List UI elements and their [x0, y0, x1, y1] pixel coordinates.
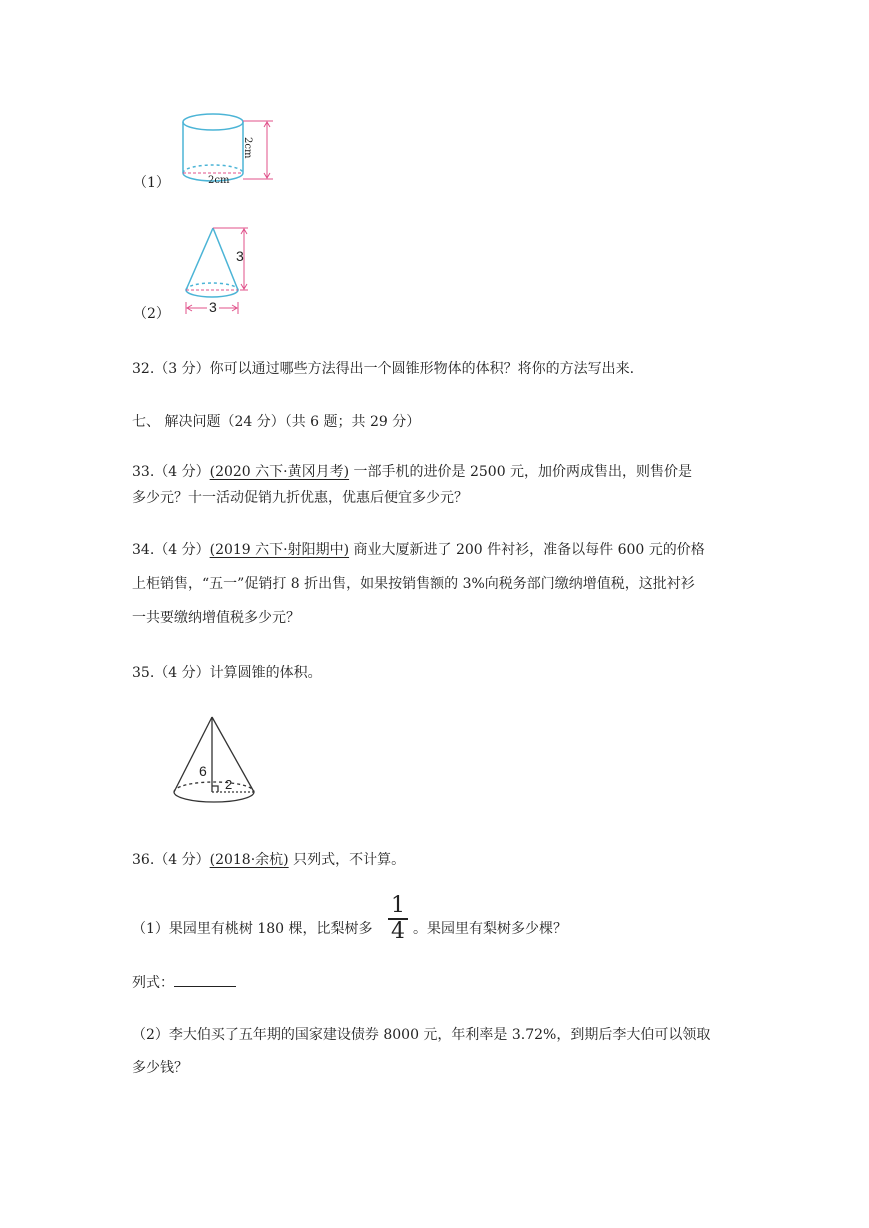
fig1-height-label: 2cm: [242, 137, 253, 159]
formula-answer-blank[interactable]: [174, 972, 236, 987]
fig1-diameter-label: 2cm: [208, 175, 230, 186]
question-36: [132, 850, 405, 870]
question-36-tail: 只列式，不计算。: [293, 852, 406, 868]
question-33-source: (2020 六下·黄冈月考): [209, 464, 350, 480]
question-33-text1: 一部手机的进价是 2500 元，加价两成售出，则售价是: [353, 464, 693, 480]
question-34-prefix: 34.（4 分）: [132, 542, 210, 558]
question-34-line2: 上柜销售，“五一”促销打 8 折出售，如果按销售额的 3%向税务部门缴纳增值税，这批衬衫: [132, 576, 695, 592]
fig2-diameter-label: 3: [209, 299, 217, 315]
section-7-heading: 七、 解决问题（24 分）（共 6 题；共 29 分）: [132, 414, 421, 430]
cone-height-label: 6: [199, 763, 207, 779]
fig1-label: （1）: [133, 175, 170, 191]
question-36-sub1-after: 。果园里有梨树多少棵？: [413, 921, 567, 937]
cone-volume-figure: [168, 712, 266, 810]
question-36-source: (2018·余杭): [209, 852, 289, 868]
question-36-formula: [132, 972, 236, 993]
cylinder-figure: [175, 105, 290, 195]
question-36-sub2-line1: （2）李大伯买了五年期的国家建设债券 8000 元，年利率是 3.72%，到期后李大伯可以领取: [132, 1027, 711, 1043]
formula-label: 列式：: [132, 975, 174, 991]
question-34-line3: 一共要缴纳增值税多少元？: [132, 610, 300, 626]
question-33-prefix: 33.（4 分）: [132, 464, 210, 480]
question-34-line1: [132, 540, 705, 560]
fraction-one-quarter: [388, 893, 408, 944]
cone-radius-label: 2: [225, 777, 233, 792]
cone-figure: [180, 222, 260, 322]
question-34-text1: 商业大厦新进了 200 件衬衫，准备以每件 600 元的价格: [353, 542, 705, 558]
fraction-denominator: 4: [391, 918, 405, 944]
question-32: 32.（3 分）你可以通过哪些方法得出一个圆锥形物体的体积？将你的方法写出来.: [132, 361, 635, 377]
question-33-line2: 多少元？十一活动促销九折优惠，优惠后便宜多少元？: [132, 490, 468, 506]
question-36-sub2-line2: 多少钱？: [132, 1060, 188, 1076]
question-35: 35.（4 分）计算圆锥的体积。: [132, 665, 322, 681]
question-36-sub1-before: （1）果园里有桃树 180 棵，比梨树多: [132, 921, 373, 937]
fig2-height-label: 3: [236, 248, 244, 264]
question-36-prefix: 36.（4 分）: [132, 852, 210, 868]
question-34-source: (2019 六下·射阳期中): [209, 542, 350, 558]
fig2-label: （2）: [133, 306, 170, 322]
fraction-numerator: 1: [391, 893, 405, 918]
question-33-line1: [132, 462, 692, 482]
